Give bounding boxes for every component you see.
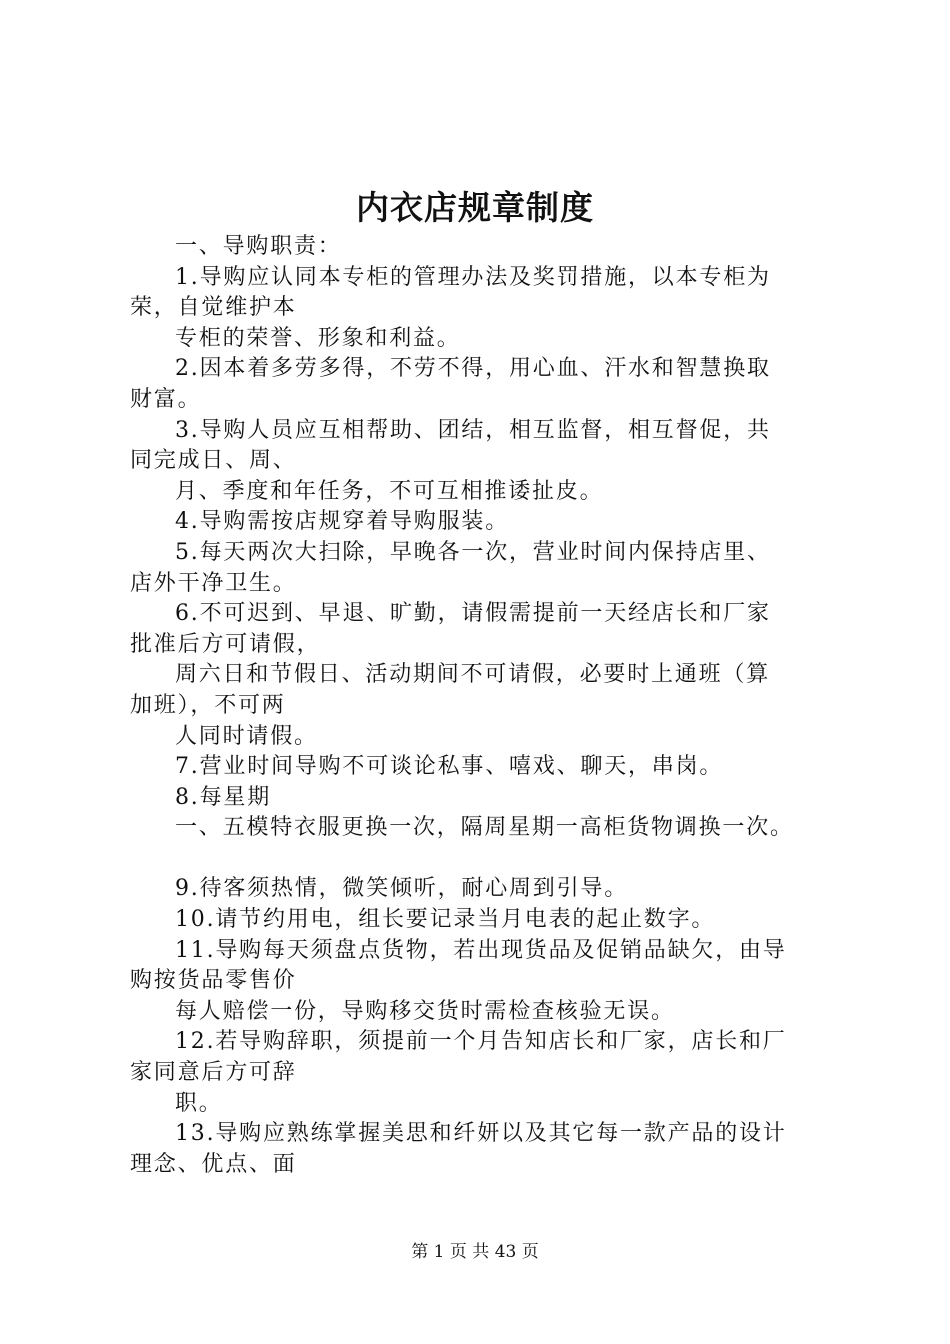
paragraph-line: 11.导购每天须盘点货物，若出现货品及促销品缺欠，由导 bbox=[175, 937, 787, 963]
blank-line bbox=[130, 844, 840, 875]
paragraph-line: 一、五模特衣服更换一次，隔周星期一高柜货物调换一次。 bbox=[175, 815, 794, 841]
paragraph-line: 12.若导购辞职，须提前一个月告知店长和厂家，店长和厂 bbox=[175, 1029, 787, 1055]
paragraph-line: 理念、优点、面 bbox=[130, 1151, 297, 1177]
document-title: 内衣店规章制度 bbox=[356, 188, 594, 227]
paragraph-line: 5.每天两次大扫除，早晚各一次，营业时间内保持店里、 bbox=[175, 539, 771, 565]
paragraph-line: 购按货品零售价 bbox=[130, 968, 297, 994]
paragraph-line: 批准后方可请假， bbox=[130, 631, 321, 657]
paragraph-line: 2.因本着多劳多得，不劳不得，用心血、汗水和智慧换取 bbox=[175, 356, 771, 382]
paragraph-line: 每人赔偿一份，导购移交货时需检查核验无误。 bbox=[175, 998, 675, 1024]
paragraph-line: 月、季度和年任务，不可互相推诿扯皮。 bbox=[175, 478, 604, 504]
paragraph-line: 同完成日、周、 bbox=[130, 448, 297, 474]
document-body bbox=[130, 232, 840, 1180]
paragraph-line: 专柜的荣誉、形象和利益。 bbox=[175, 325, 461, 351]
paragraph-line: 财富。 bbox=[130, 386, 202, 412]
paragraph-line: 8.每星期 bbox=[175, 784, 271, 810]
paragraph-line: 店外干净卫生。 bbox=[130, 570, 297, 596]
page-footer: 第 1 页 共 43 页 bbox=[411, 1242, 539, 1262]
paragraph-line: 职。 bbox=[175, 1090, 223, 1116]
paragraph-line: 家同意后方可辞 bbox=[130, 1060, 297, 1086]
paragraph-line: 3.导购人员应互相帮助、团结，相互监督，相互督促，共 bbox=[175, 417, 771, 443]
paragraph-line: 一、导购职责： bbox=[175, 234, 342, 259]
paragraph-line: 13.导购应熟练掌握美思和纤妍以及其它每一款产品的设计 bbox=[175, 1121, 787, 1147]
paragraph-line: 9.待客须热情，微笑倾听，耐心周到引导。 bbox=[175, 876, 628, 902]
paragraph-line: 6.不可迟到、早退、旷勤，请假需提前一天经店长和厂家 bbox=[175, 601, 771, 627]
paragraph-line: 加班），不可两 bbox=[130, 692, 286, 718]
paragraph-line: 10.请节约用电，组长要记录当月电表的起止数字。 bbox=[175, 907, 716, 933]
paragraph-line: 荣，自觉维护本 bbox=[130, 295, 297, 321]
paragraph-line: 7.营业时间导购不可谈论私事、嘻戏、聊天，串岗。 bbox=[175, 754, 724, 780]
paragraph-line: 4.导购需按店规穿着导购服装。 bbox=[175, 509, 509, 535]
paragraph-line: 周六日和节假日、活动期间不可请假，必要时上通班（算 bbox=[175, 662, 771, 688]
paragraph-line: 人同时请假。 bbox=[175, 723, 318, 749]
paragraph-line: 1.导购应认同本专柜的管理办法及奖罚措施，以本专柜为 bbox=[175, 264, 771, 290]
